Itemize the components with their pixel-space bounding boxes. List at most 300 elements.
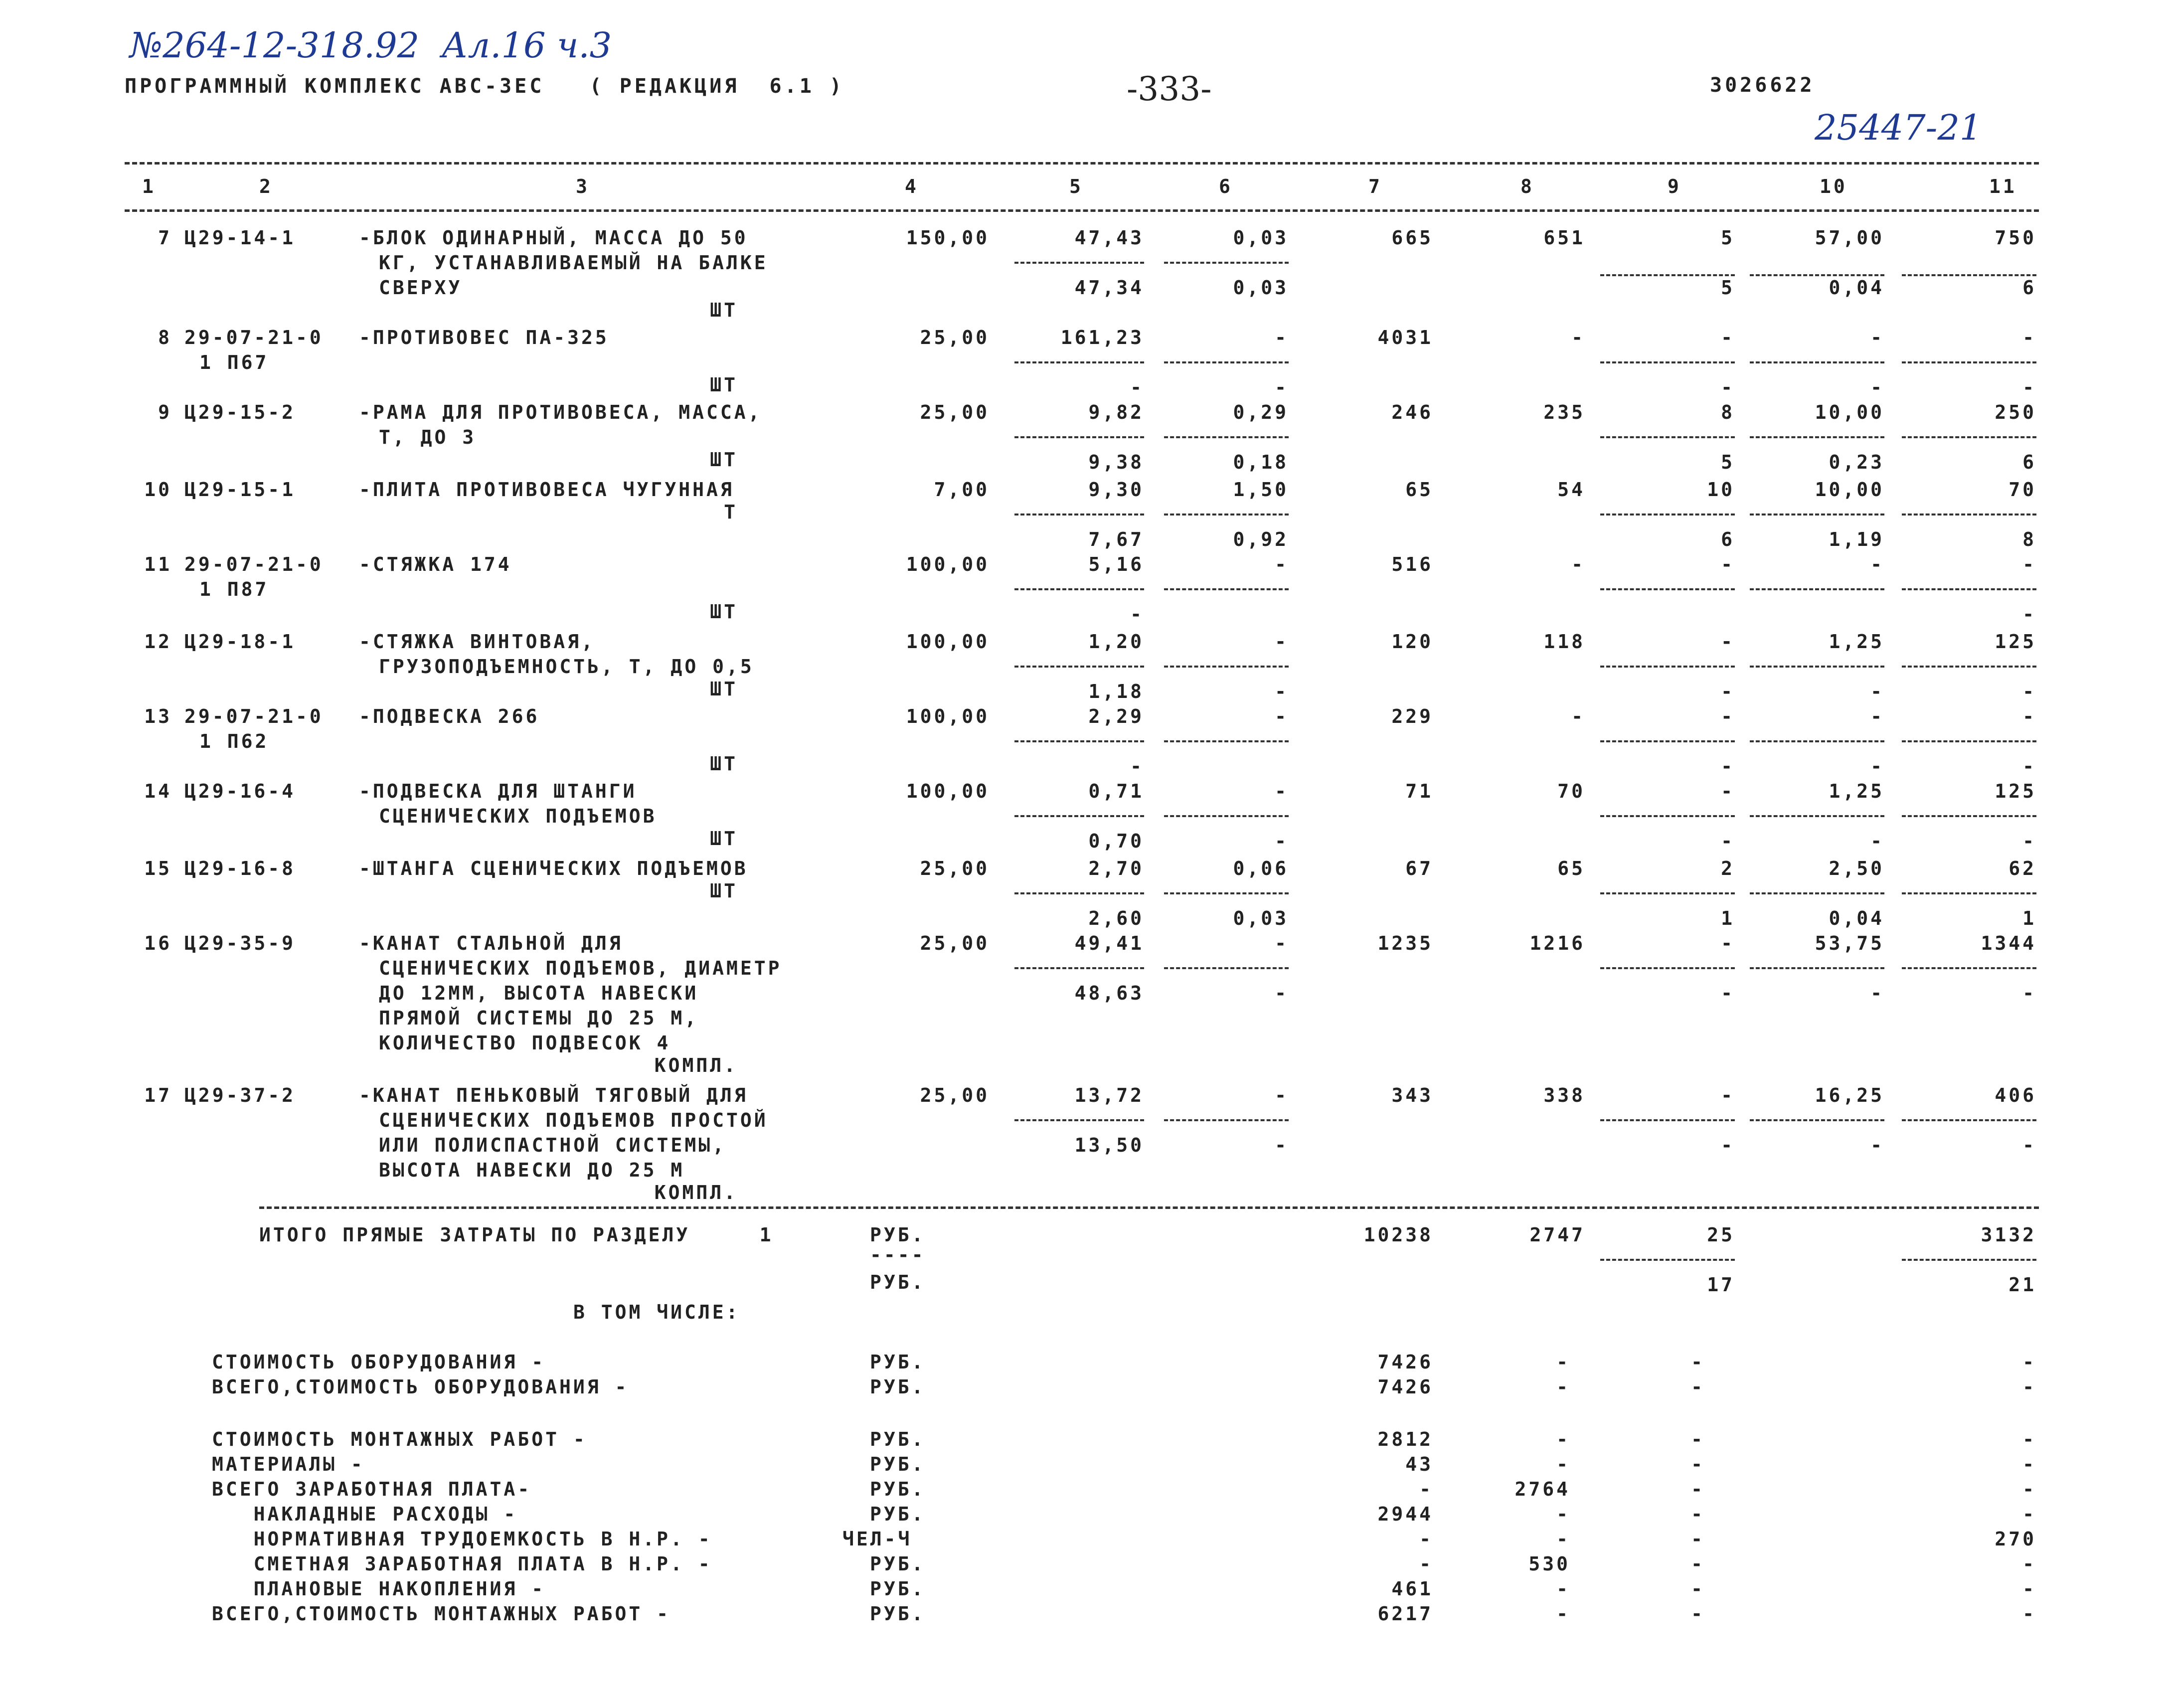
summary-c11: - — [2022, 1478, 2036, 1500]
summary-c11: - — [2022, 1376, 2036, 1398]
cell-rule — [1164, 967, 1289, 969]
cell-rule — [1902, 815, 2036, 817]
row-c6b: 0,03 — [1233, 277, 1289, 299]
row-description: СЦЕНИЧЕСКИХ ПОДЪЕМОВ ПРОСТОЙ — [379, 1109, 768, 1131]
row-c5b: 1,18 — [1088, 681, 1144, 702]
summary-c9: - — [1691, 1503, 1705, 1525]
row-c8: 70 — [1557, 780, 1585, 802]
row-c9b: 5 — [1721, 277, 1735, 299]
row-description: -СТЯЖКА 174 — [359, 553, 512, 575]
row-c8: - — [1571, 327, 1585, 348]
row-c9: - — [1721, 631, 1735, 653]
column-header-1: 1 — [142, 175, 156, 197]
row-c5: 2,29 — [1088, 705, 1144, 727]
summary-unit: РУБ. — [870, 1453, 926, 1475]
summary-c9: - — [1691, 1578, 1705, 1600]
cell-rule — [1902, 1119, 2036, 1121]
column-header-3: 3 — [576, 175, 590, 197]
cell-rule — [1164, 892, 1289, 894]
row-c10: - — [1870, 327, 1884, 348]
cell-rule — [1014, 967, 1144, 969]
row-code: 29-07-21-0 — [184, 553, 324, 575]
row-c11b: - — [2022, 830, 2036, 852]
cell-rule — [1164, 361, 1289, 363]
summary-label: СТОИМОСТЬ МОНТАЖНЫХ РАБОТ - — [212, 1428, 587, 1450]
row-c6: 0,06 — [1233, 857, 1289, 879]
cell-rule — [1600, 1119, 1735, 1121]
cell-rule — [1014, 436, 1144, 438]
row-c10b: - — [1870, 1134, 1884, 1156]
cell-rule — [1750, 815, 1884, 817]
summary-label: МАТЕРИАЛЫ - — [212, 1453, 365, 1475]
row-c10: 10,00 — [1815, 479, 1884, 501]
cell-rule — [1902, 967, 2036, 969]
summary-c7: - — [1419, 1478, 1433, 1500]
column-header-4: 4 — [905, 175, 919, 197]
row-code: Ц29-16-8 — [184, 857, 296, 879]
row-c6b: - — [1275, 830, 1289, 852]
summary-c7: 7426 — [1377, 1351, 1433, 1373]
summary-c7: - — [1419, 1528, 1433, 1550]
row-qty: 150,00 — [906, 227, 990, 249]
summary-c7: 6217 — [1377, 1603, 1433, 1625]
totals-c11b: 21 — [2009, 1274, 2036, 1296]
row-c5: 2,70 — [1088, 857, 1144, 879]
row-c10: 10,00 — [1815, 401, 1884, 423]
summary-c9: - — [1691, 1603, 1705, 1625]
summary-c11: - — [2022, 1578, 2036, 1600]
column-header-9: 9 — [1668, 175, 1681, 197]
row-description: ПРЯМОЙ СИСТЕМЫ ДО 25 М, — [379, 1007, 699, 1029]
summary-label: СТОИМОСТЬ ОБОРУДОВАНИЯ - — [212, 1351, 546, 1373]
row-c10b: - — [1870, 681, 1884, 702]
row-c5b: - — [1130, 603, 1144, 625]
cell-rule — [1014, 1119, 1144, 1121]
row-c10: - — [1870, 553, 1884, 575]
row-c10: 1,25 — [1829, 780, 1884, 802]
row-c5b: 48,63 — [1074, 982, 1144, 1004]
row-code: Ц29-15-1 — [184, 479, 296, 501]
summary-unit: РУБ. — [870, 1503, 926, 1525]
row-qty: 25,00 — [920, 401, 990, 423]
row-c6b: 0,18 — [1233, 451, 1289, 473]
cell-rule — [1902, 361, 2036, 363]
row-number: 8 — [158, 327, 172, 348]
row-unit: КОМПЛ. — [654, 1182, 738, 1203]
summary-label: ВСЕГО,СТОИМОСТЬ ОБОРУДОВАНИЯ - — [212, 1376, 629, 1398]
row-c10b: - — [1870, 830, 1884, 852]
summary-c7: 43 — [1405, 1453, 1433, 1475]
summary-unit: РУБ. — [870, 1376, 926, 1398]
row-c6b: 0,03 — [1233, 907, 1289, 929]
cell-rule — [1750, 1119, 1884, 1121]
row-c7: 665 — [1391, 227, 1433, 249]
cell-rule — [1014, 361, 1144, 363]
cell-rule — [1750, 740, 1884, 742]
row-description: СВЕРХУ — [379, 277, 463, 299]
header-bottom-rule — [125, 209, 2039, 212]
summary-c8: 2764 — [1514, 1478, 1570, 1500]
row-c11b: 6 — [2022, 277, 2036, 299]
row-c9b: - — [1721, 830, 1735, 852]
page-number: -333- — [1127, 70, 1212, 108]
summary-c11: - — [2022, 1428, 2036, 1450]
row-c11: 62 — [2009, 857, 2036, 879]
summary-label: НОРМАТИВНАЯ ТРУДОЕМКОСТЬ В Н.Р. - — [212, 1528, 712, 1550]
row-c11b: - — [2022, 681, 2036, 702]
summary-c7: 461 — [1391, 1578, 1433, 1600]
row-c5: 5,16 — [1088, 553, 1144, 575]
row-c11: 750 — [1995, 227, 2036, 249]
totals-rule-c11 — [1902, 1259, 2036, 1261]
cell-rule — [1600, 436, 1735, 438]
row-description: -ШТАНГА СЦЕНИЧЕСКИХ ПОДЪЕМОВ — [359, 857, 748, 879]
totals-c9: 25 — [1707, 1224, 1735, 1246]
cell-rule — [1164, 436, 1289, 438]
cell-rule — [1750, 274, 1884, 276]
row-c10b: - — [1870, 376, 1884, 398]
summary-c9: - — [1691, 1351, 1705, 1373]
column-header-11: 11 — [1989, 175, 2017, 197]
summary-c11: 270 — [1995, 1528, 2036, 1550]
row-c11b: - — [2022, 1134, 2036, 1156]
row-description: КГ, УСТАНАВЛИВАЕМЫЙ НА БАЛКЕ — [379, 252, 768, 274]
summary-c9: - — [1691, 1478, 1705, 1500]
row-c9: - — [1721, 1084, 1735, 1106]
row-c10b: 0,23 — [1829, 451, 1884, 473]
cell-rule — [1014, 588, 1144, 590]
totals-rule-c9 — [1600, 1259, 1735, 1261]
row-description: -ПОДВЕСКА 266 — [359, 705, 540, 727]
row-c10: 16,25 — [1815, 1084, 1884, 1106]
row-number: 14 — [144, 780, 172, 802]
summary-c8: - — [1556, 1603, 1570, 1625]
row-c6: - — [1275, 631, 1289, 653]
cell-rule — [1750, 361, 1884, 363]
totals-label: ИТОГО ПРЯМЫЕ ЗАТРАТЫ ПО РАЗДЕЛУ 1 — [259, 1224, 774, 1246]
row-c5: 9,82 — [1088, 401, 1144, 423]
row-unit: ШТ — [710, 299, 738, 321]
row-c9: 8 — [1721, 401, 1735, 423]
row-c6: - — [1275, 932, 1289, 954]
cell-rule — [1750, 436, 1884, 438]
row-qty: 100,00 — [906, 553, 990, 575]
cell-rule — [1014, 892, 1144, 894]
summary-c9: - — [1691, 1428, 1705, 1450]
row-description: -РАМА ДЛЯ ПРОТИВОВЕСА, МАССА, — [359, 401, 762, 423]
row-c11: - — [2022, 327, 2036, 348]
row-c9: - — [1721, 780, 1735, 802]
row-c5: 49,41 — [1074, 932, 1144, 954]
row-c8: 65 — [1557, 857, 1585, 879]
row-c8: 651 — [1543, 227, 1585, 249]
row-c8: 118 — [1543, 631, 1585, 653]
cell-rule — [1902, 588, 2036, 590]
summary-c11: - — [2022, 1351, 2036, 1373]
summary-unit: РУБ. — [870, 1578, 926, 1600]
summary-c7: 7426 — [1377, 1376, 1433, 1398]
row-c5b: - — [1130, 376, 1144, 398]
program-title: ПРОГРАММНЫЙ КОМПЛЕКС АВС-3ЕС ( РЕДАКЦИЯ 6.1 ) — [125, 75, 844, 98]
row-c8: 235 — [1543, 401, 1585, 423]
row-qty: 25,00 — [920, 1084, 990, 1106]
row-unit: ШТ — [710, 601, 738, 623]
cell-rule — [1164, 815, 1289, 817]
row-unit: ШТ — [710, 753, 738, 775]
cell-rule — [1014, 740, 1144, 742]
row-c5: 47,43 — [1074, 227, 1144, 249]
row-description: ВЫСОТА НАВЕСКИ ДО 25 М — [379, 1159, 685, 1181]
row-unit: ШТ — [710, 374, 738, 396]
cell-rule — [1014, 513, 1144, 515]
row-c5b: 47,34 — [1074, 277, 1144, 299]
row-unit: ШТ — [710, 880, 738, 902]
row-qty: 100,00 — [906, 631, 990, 653]
row-c9b: - — [1721, 681, 1735, 702]
cell-rule — [1014, 666, 1144, 668]
row-c9b: 6 — [1721, 528, 1735, 550]
row-c5b: 0,70 — [1088, 830, 1144, 852]
row-c5: 1,20 — [1088, 631, 1144, 653]
summary-unit: РУБ. — [870, 1603, 926, 1625]
header-top-rule — [125, 162, 2039, 165]
row-c9: - — [1721, 553, 1735, 575]
cell-rule — [1750, 967, 1884, 969]
row-c7: 246 — [1391, 401, 1433, 423]
cell-rule — [1902, 436, 2036, 438]
cell-rule — [1600, 588, 1735, 590]
summary-c8: - — [1556, 1578, 1570, 1600]
summary-label: НАКЛАДНЫЕ РАСХОДЫ - — [212, 1503, 518, 1525]
row-qty: 7,00 — [934, 479, 990, 501]
row-c11: - — [2022, 553, 2036, 575]
row-c11b: 8 — [2022, 528, 2036, 550]
cell-rule — [1600, 361, 1735, 363]
row-c6: - — [1275, 327, 1289, 348]
row-number: 16 — [144, 932, 172, 954]
column-header-7: 7 — [1368, 175, 1382, 197]
row-c6: - — [1275, 705, 1289, 727]
row-c8: 54 — [1557, 479, 1585, 501]
row-description: -КАНАТ СТАЛЬНОЙ ДЛЯ — [359, 932, 623, 954]
row-c6: - — [1275, 1084, 1289, 1106]
row-c8: - — [1571, 553, 1585, 575]
row-c10b: - — [1870, 755, 1884, 777]
column-header-2: 2 — [259, 175, 273, 197]
summary-c11: - — [2022, 1603, 2036, 1625]
row-c9: 5 — [1721, 227, 1735, 249]
row-number: 17 — [144, 1084, 172, 1106]
row-c11b: 1 — [2022, 907, 2036, 929]
summary-c7: - — [1419, 1553, 1433, 1575]
cell-rule — [1164, 740, 1289, 742]
row-unit: КОМПЛ. — [654, 1054, 738, 1076]
row-c5b: 7,67 — [1088, 528, 1144, 550]
row-c10: 2,50 — [1829, 857, 1884, 879]
totals-c11: 3132 — [1981, 1224, 2036, 1246]
totals-rule — [259, 1206, 2039, 1209]
cell-rule — [1750, 513, 1884, 515]
row-c5b: 2,60 — [1088, 907, 1144, 929]
row-c9: 10 — [1707, 479, 1735, 501]
row-number: 7 — [158, 227, 172, 249]
row-c5b: - — [1130, 755, 1144, 777]
totals-c8: 2747 — [1529, 1224, 1585, 1246]
totals-unit: РУБ. — [870, 1224, 926, 1246]
row-description: -СТЯЖКА ВИНТОВАЯ, — [359, 631, 595, 653]
row-c7: 516 — [1391, 553, 1433, 575]
summary-unit: ЧЕЛ-Ч — [842, 1528, 912, 1550]
row-description: ДО 12ММ, ВЫСОТА НАВЕСКИ — [379, 982, 699, 1004]
row-code: Ц29-37-2 — [184, 1084, 296, 1106]
row-qty: 25,00 — [920, 327, 990, 348]
row-qty: 25,00 — [920, 932, 990, 954]
summary-c8: - — [1556, 1528, 1570, 1550]
cell-rule — [1600, 513, 1735, 515]
summary-c8: - — [1556, 1503, 1570, 1525]
row-c10: 53,75 — [1815, 932, 1884, 954]
column-header-5: 5 — [1069, 175, 1083, 197]
summary-label: ПЛАНОВЫЕ НАКОПЛЕНИЯ - — [212, 1578, 546, 1600]
totals-unit-rule: ---- — [870, 1244, 926, 1266]
row-c11b: - — [2022, 982, 2036, 1004]
summary-c7: 2944 — [1377, 1503, 1433, 1525]
row-c7: 4031 — [1377, 327, 1433, 348]
row-c11b: - — [2022, 755, 2036, 777]
row-c10: 57,00 — [1815, 227, 1884, 249]
row-number: 13 — [144, 705, 172, 727]
summary-c8: - — [1556, 1376, 1570, 1398]
row-c11b: - — [2022, 603, 2036, 625]
row-description: Т, ДО 3 — [379, 426, 477, 448]
handwritten-code: 25447-21 — [1815, 107, 1982, 148]
row-code: Ц29-16-4 — [184, 780, 296, 802]
row-c8: - — [1571, 705, 1585, 727]
row-number: 9 — [158, 401, 172, 423]
summary-c8: 530 — [1528, 1553, 1570, 1575]
column-header-8: 8 — [1520, 175, 1534, 197]
row-description: СЦЕНИЧЕСКИХ ПОДЪЕМОВ — [379, 805, 657, 827]
cell-rule — [1902, 892, 2036, 894]
cell-rule — [1902, 666, 2036, 668]
summary-c9: - — [1691, 1553, 1705, 1575]
row-c6: 0,29 — [1233, 401, 1289, 423]
row-code: Ц29-35-9 — [184, 932, 296, 954]
row-c7: 67 — [1405, 857, 1433, 879]
summary-label: ВСЕГО ЗАРАБОТНАЯ ПЛАТА- — [212, 1478, 532, 1500]
row-code: Ц29-14-1 — [184, 227, 296, 249]
row-description: СЦЕНИЧЕСКИХ ПОДЪЕМОВ, ДИАМЕТР — [379, 957, 782, 979]
row-c5: 13,72 — [1074, 1084, 1144, 1106]
cell-rule — [1600, 666, 1735, 668]
cell-rule — [1164, 588, 1289, 590]
row-description: ГРУЗОПОДЪЕМНОСТЬ, Т, ДО 0,5 — [379, 656, 754, 678]
row-c9: - — [1721, 932, 1735, 954]
row-c6: - — [1275, 553, 1289, 575]
cell-rule — [1164, 262, 1289, 264]
row-qty: 25,00 — [920, 857, 990, 879]
cell-rule — [1902, 513, 2036, 515]
summary-c8: - — [1556, 1453, 1570, 1475]
cell-rule — [1902, 740, 2036, 742]
row-code: Ц29-15-2 — [184, 401, 296, 423]
cell-rule — [1902, 274, 2036, 276]
row-c11: 406 — [1995, 1084, 2036, 1106]
row-unit: ШТ — [710, 828, 738, 850]
row-c5: 9,30 — [1088, 479, 1144, 501]
row-number: 15 — [144, 857, 172, 879]
row-c11b: 6 — [2022, 451, 2036, 473]
row-c10: - — [1870, 705, 1884, 727]
row-code: Ц29-18-1 — [184, 631, 296, 653]
row-unit: ШТ — [710, 449, 738, 471]
totals-c7: 10238 — [1363, 1224, 1433, 1246]
totals-unit: РУБ. — [870, 1271, 926, 1293]
summary-c8: - — [1556, 1351, 1570, 1373]
row-c6b: - — [1275, 982, 1289, 1004]
summary-label: СМЕТНАЯ ЗАРАБОТНАЯ ПЛАТА В Н.Р. - — [212, 1553, 712, 1575]
totals-incl-label: В ТОМ ЧИСЛЕ: — [573, 1301, 740, 1323]
row-c7: 343 — [1391, 1084, 1433, 1106]
row-qty: 100,00 — [906, 780, 990, 802]
row-c10b: - — [1870, 982, 1884, 1004]
row-c10b: 0,04 — [1829, 907, 1884, 929]
summary-unit: РУБ. — [870, 1428, 926, 1450]
summary-c11: - — [2022, 1553, 2036, 1575]
row-description: -БЛОК ОДИНАРНЫЙ, МАССА ДО 50 — [359, 227, 748, 249]
summary-c11: - — [2022, 1453, 2036, 1475]
row-description: -ПОДВЕСКА ДЛЯ ШТАНГИ — [359, 780, 637, 802]
row-c6b: 0,92 — [1233, 528, 1289, 550]
cell-rule — [1600, 740, 1735, 742]
row-code: 1 П62 — [199, 730, 269, 752]
row-c9b: - — [1721, 982, 1735, 1004]
row-code: 29-07-21-0 — [184, 327, 324, 348]
row-unit: ШТ — [710, 678, 738, 700]
cell-rule — [1164, 1119, 1289, 1121]
cell-rule — [1750, 666, 1884, 668]
row-description: -ПРОТИВОВЕС ПА-325 — [359, 327, 609, 348]
summary-c9: - — [1691, 1528, 1705, 1550]
cell-rule — [1014, 262, 1144, 264]
row-description: -ПЛИТА ПРОТИВОВЕСА ЧУГУННАЯ — [359, 479, 734, 501]
row-c9b: - — [1721, 1134, 1735, 1156]
row-code: 1 П67 — [199, 351, 269, 373]
summary-c9: - — [1691, 1376, 1705, 1398]
row-description: ИЛИ ПОЛИСПАСТНОЙ СИСТЕМЫ, — [379, 1134, 726, 1156]
row-qty: 100,00 — [906, 705, 990, 727]
row-c5b: 9,38 — [1088, 451, 1144, 473]
row-c9b: 5 — [1721, 451, 1735, 473]
row-c8: 1216 — [1529, 932, 1585, 954]
summary-c11: - — [2022, 1503, 2036, 1525]
row-c11: 1344 — [1981, 932, 2036, 954]
row-c7: 1235 — [1377, 932, 1433, 954]
row-c10b: 1,19 — [1829, 528, 1884, 550]
cell-rule — [1164, 666, 1289, 668]
row-code: 29-07-21-0 — [184, 705, 324, 727]
row-c8: 338 — [1543, 1084, 1585, 1106]
row-c6b: - — [1275, 681, 1289, 702]
row-c10b: 0,04 — [1829, 277, 1884, 299]
summary-c8: - — [1556, 1428, 1570, 1450]
row-number: 12 — [144, 631, 172, 653]
cell-rule — [1600, 892, 1735, 894]
row-c9b: - — [1721, 376, 1735, 398]
row-c9: 2 — [1721, 857, 1735, 879]
row-c9: - — [1721, 705, 1735, 727]
row-c10: 1,25 — [1829, 631, 1884, 653]
